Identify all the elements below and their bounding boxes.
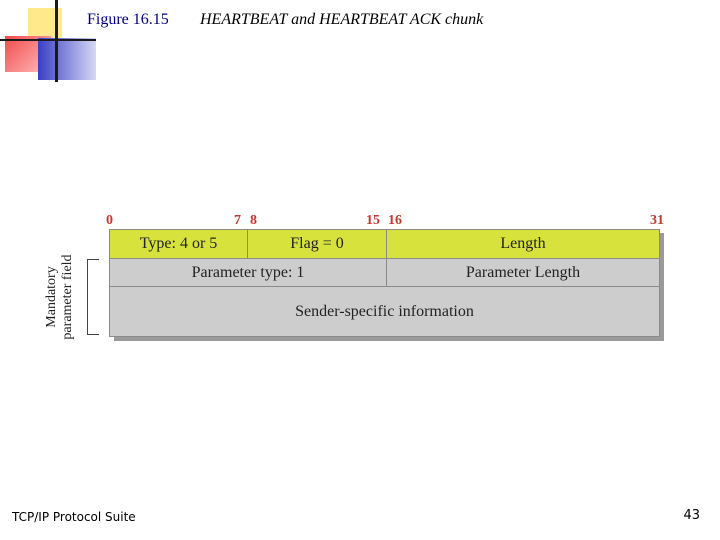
bit-number-7: 7 bbox=[234, 213, 241, 228]
footer-text: TCP/IP Protocol Suite bbox=[12, 510, 136, 524]
bit-number-31: 31 bbox=[650, 213, 664, 228]
field-flag: Flag = 0 bbox=[248, 230, 387, 259]
field-length: Length bbox=[387, 230, 659, 259]
decor-blue-square bbox=[38, 38, 96, 80]
bit-number-16: 16 bbox=[388, 213, 402, 228]
field-sender-specific-information: Sender-specific information bbox=[110, 287, 659, 336]
decor-horizontal-line bbox=[0, 39, 96, 41]
field-type: Type: 4 or 5 bbox=[110, 230, 248, 259]
parameter-field-bracket bbox=[87, 259, 99, 335]
bit-number-0: 0 bbox=[106, 213, 113, 228]
page-number: 43 bbox=[683, 508, 700, 523]
bit-number-15: 15 bbox=[366, 213, 380, 228]
mandatory-parameter-field-label: Mandatory parameter field bbox=[44, 254, 75, 340]
figure-title: HEARTBEAT and HEARTBEAT ACK chunk bbox=[200, 11, 484, 28]
bit-number-8: 8 bbox=[250, 213, 257, 228]
field-parameter-length: Parameter Length bbox=[387, 259, 659, 287]
field-parameter-type: Parameter type: 1 bbox=[110, 259, 387, 287]
decor-vertical-line bbox=[55, 0, 58, 82]
chunk-diagram bbox=[109, 229, 660, 337]
figure-label: Figure 16.15 bbox=[87, 11, 169, 28]
